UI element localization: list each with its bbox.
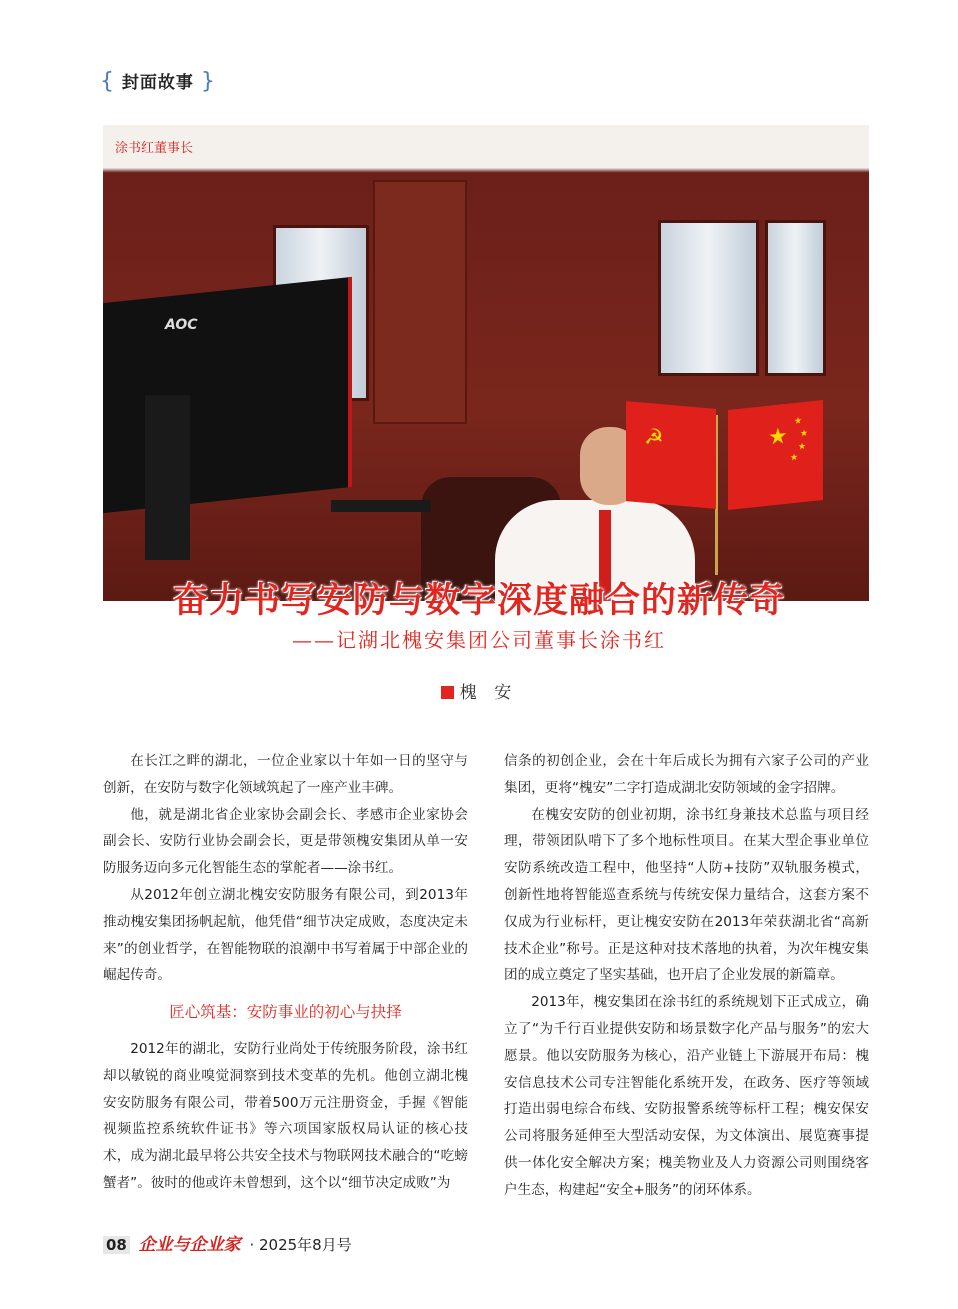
big-star-icon: ★: [768, 423, 788, 451]
paragraph: 2012年的湖北，安防行业尚处于传统服务阶段，涂书红却以敏锐的商业嗅觉洞察到技术变革的先机。他创立湖北槐安安防服务有限公司，带着500万元注册资金，手握《智能视频监控系统软件证书》等六项国家版权局认证的核心技术，成为湖北最早将公共安全技术与物联网技术融合的“吃螃蟹者”。彼时的他或许未曾想到，这个以“细节决定成败”为: [103, 1040, 468, 1191]
right-column: [504, 748, 869, 1204]
red-square-icon: [441, 686, 454, 699]
issue-date: 2025年8月号: [259, 1236, 352, 1254]
pc-tower: [145, 395, 190, 560]
section-tag: [100, 68, 216, 94]
article-subtitle: ——记湖北槐安集团公司董事长涂书红: [292, 628, 666, 652]
small-star-icon: ★: [794, 416, 803, 428]
left-column: [103, 748, 468, 1197]
byline: [0, 678, 958, 703]
small-star-icon: ★: [800, 428, 809, 440]
paragraph: 从2012年创立湖北槐安安防服务有限公司，到2013年推动槐安集团扬帆起航，他凭借“细节决定成败，态度决定未来”的创业哲学，在智能物联的浪潮中书写着属于中部企业的崛起传奇。: [103, 886, 468, 984]
cabinet-glass-far-right: [765, 220, 826, 376]
photo-caption: 涂书红董事长: [115, 141, 194, 156]
hammer-sickle-icon: ☭: [644, 424, 664, 452]
paragraph: 信条的初创企业，会在十年后成长为拥有六家子公司的产业集团，更将“槐安”二字打造成湖北安防领域的金字招牌。: [504, 753, 869, 796]
paragraph: 2013年，槐安集团在涂书红的系统规划下正式成立，确立了“为千行百业提供安防和场景数字化产品与服务”的宏大愿景。他以安防服务为核心，沿产业链上下游展开布局：槐安信息技术公司专注智能化系统开发，在政务、医疗等领域打造出弱电综合布线、安防报警系统等标杆工程；槐安保安公司将服务延伸至大型活动安保，为文体演出、展览赛事提供一体化安全解决方案；槐美物业及人力资源公司则围绕客户生态，构建起“安全+服务”的闭环体系。: [504, 994, 869, 1198]
monitor: [103, 277, 352, 513]
keyboard: [331, 500, 431, 512]
author: 槐 安: [459, 683, 518, 703]
bookcase-left: [373, 180, 467, 424]
monitor-brand: AOC: [165, 317, 198, 333]
paragraph: 在槐安安防的创业初期，涂书红身兼技术总监与项目经理，带领团队啃下了多个地标性项目。在某大型企事业单位安防系统改造工程中，他坚持“人防+技防”双轨服务模式，创新性地将智能巡查系统与传统安保力量结合，这套方案不仅成为行业标杆，更让槐安安防在2013年荣获湖北省“高新技术企业”称号。正是这种对技术落地的执着，为次年槐安集团的成立奠定了坚实基础，也开启了企业发展的新篇章。: [504, 806, 869, 984]
small-star-icon: ★: [790, 452, 799, 464]
footer-separator: ·: [249, 1236, 255, 1254]
magazine-name: 企业与企业家: [138, 1235, 241, 1255]
cover-photo: [103, 125, 869, 601]
small-star-icon: ★: [798, 441, 807, 453]
national-flag: [728, 400, 823, 510]
article-title: 奋力书写安防与数字深度融合的新传奇: [172, 581, 785, 621]
cabinet-glass-right: [658, 220, 759, 376]
page-footer: [103, 1230, 352, 1255]
right-bracket-icon: }: [200, 69, 216, 94]
left-bracket-icon: {: [100, 69, 115, 94]
section-heading: 匠心筑基：安防事业的初心与抉择: [169, 1003, 402, 1022]
paragraph: 在长江之畔的湖北，一位企业家以十年如一日的坚守与创新，在安防与数字化领域筑起了一座产业丰碑。: [103, 753, 468, 796]
party-flag: [626, 401, 716, 509]
section-tag-label: 封面故事: [121, 73, 194, 93]
paragraph: 他，就是湖北省企业家协会副会长、孝感市企业家协会副会长、安防行业协会副会长，更是带领槐安集团从单一安防服务迈向多元化智能生态的掌舵者——涂书红。: [103, 806, 468, 877]
page-number: 08: [103, 1236, 130, 1254]
